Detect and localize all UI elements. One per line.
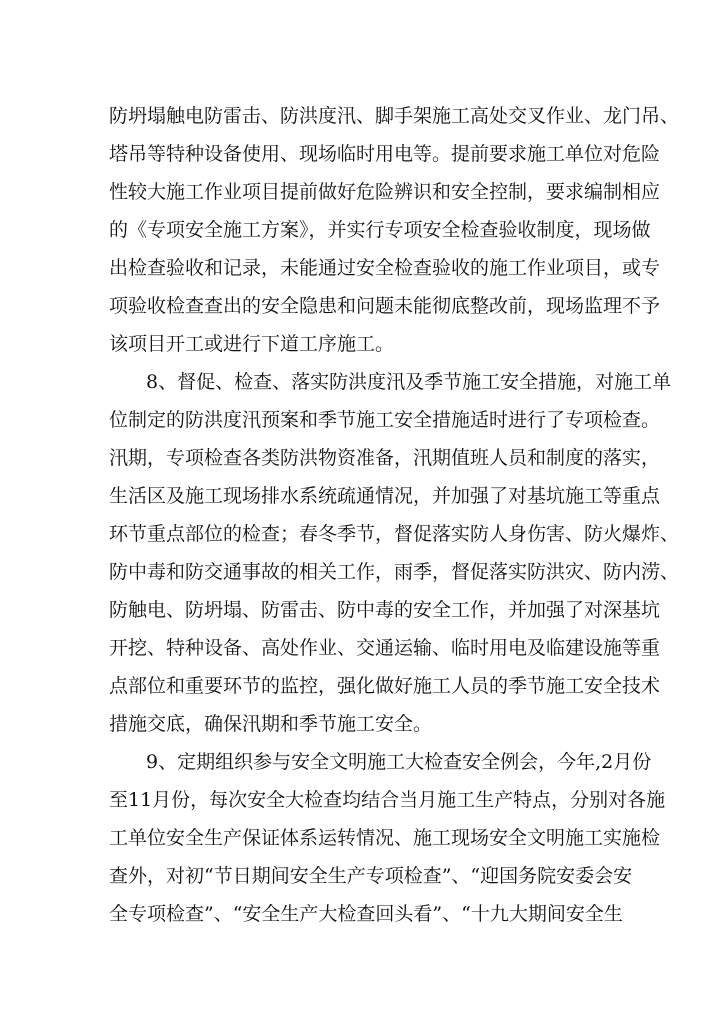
text-line: 全专项检查”、“安全生产大检查回头看”、“十九大期间安全生 <box>109 903 623 925</box>
text-line: 位制定的防洪度汛预案和季节施工安全措施适时进行了专项检查。 <box>109 409 661 431</box>
text-line: 该项目开工或进行下道工序施工。 <box>109 333 395 355</box>
text-line: 性较大施工作业项目提前做好危险辨识和安全控制，要求编制相应 <box>109 181 661 203</box>
text-line: 环节重点部位的检查；春冬季节，督促落实防人身伤害、防火爆炸、 <box>109 523 680 545</box>
paragraph-8-first-line: 8、督促、检查、落实防洪度汛及季节施工安全措施，对施工单 <box>146 371 672 393</box>
text-line: 出检查验收和记录，未能通过安全检查验收的施工作业项目，或专 <box>109 257 661 279</box>
text-line: 至11月份，每次安全大检查均结合当月施工生产特点，分别对各施 <box>109 789 666 811</box>
text-line: 点部位和重要环节的监控，强化做好施工人员的季节施工安全技术 <box>109 675 661 697</box>
text-line: 汛期，专项检查各类防洪物资准备，汛期值班人员和制度的落实， <box>109 447 661 469</box>
text-line: 措施交底，确保汛期和季节施工安全。 <box>109 713 433 735</box>
text-line: 塔吊等特种设备使用、现场临时用电等。提前要求施工单位对危险 <box>109 143 661 165</box>
text-line: 工单位安全生产保证体系运转情况、施工现场安全文明施工实施检 <box>109 827 661 849</box>
text-line: 的《专项安全施工方案》，并实行专项安全检查验收制度，现场做 <box>109 219 651 241</box>
paragraph-9-first-line: 9、定期组织参与安全文明施工大检查安全例会，今年,2月份 <box>146 751 652 773</box>
text-line: 开挖、特种设备、高处作业、交通运输、临时用电及临建设施等重 <box>109 637 661 659</box>
text-line: 项验收检查查出的安全隐患和问题未能彻底整改前，现场监理不予 <box>109 295 661 317</box>
text-line: 防触电、防坍塌、防雷击、防中毒的安全工作，并加强了对深基坑 <box>109 599 661 621</box>
text-line: 生活区及施工现场排水系统疏通情况，并加强了对基坑施工等重点 <box>109 485 661 507</box>
text-line: 防坍塌触电防雷击、防洪度汛、脚手架施工高处交叉作业、龙门吊、 <box>109 105 680 127</box>
text-line: 查外，对初“节日期间安全生产专项检查”、“迎国务院安委会安 <box>109 865 633 887</box>
text-line: 防中毒和防交通事故的相关工作，雨季，督促落实防洪灾、防内涝、 <box>109 561 680 583</box>
